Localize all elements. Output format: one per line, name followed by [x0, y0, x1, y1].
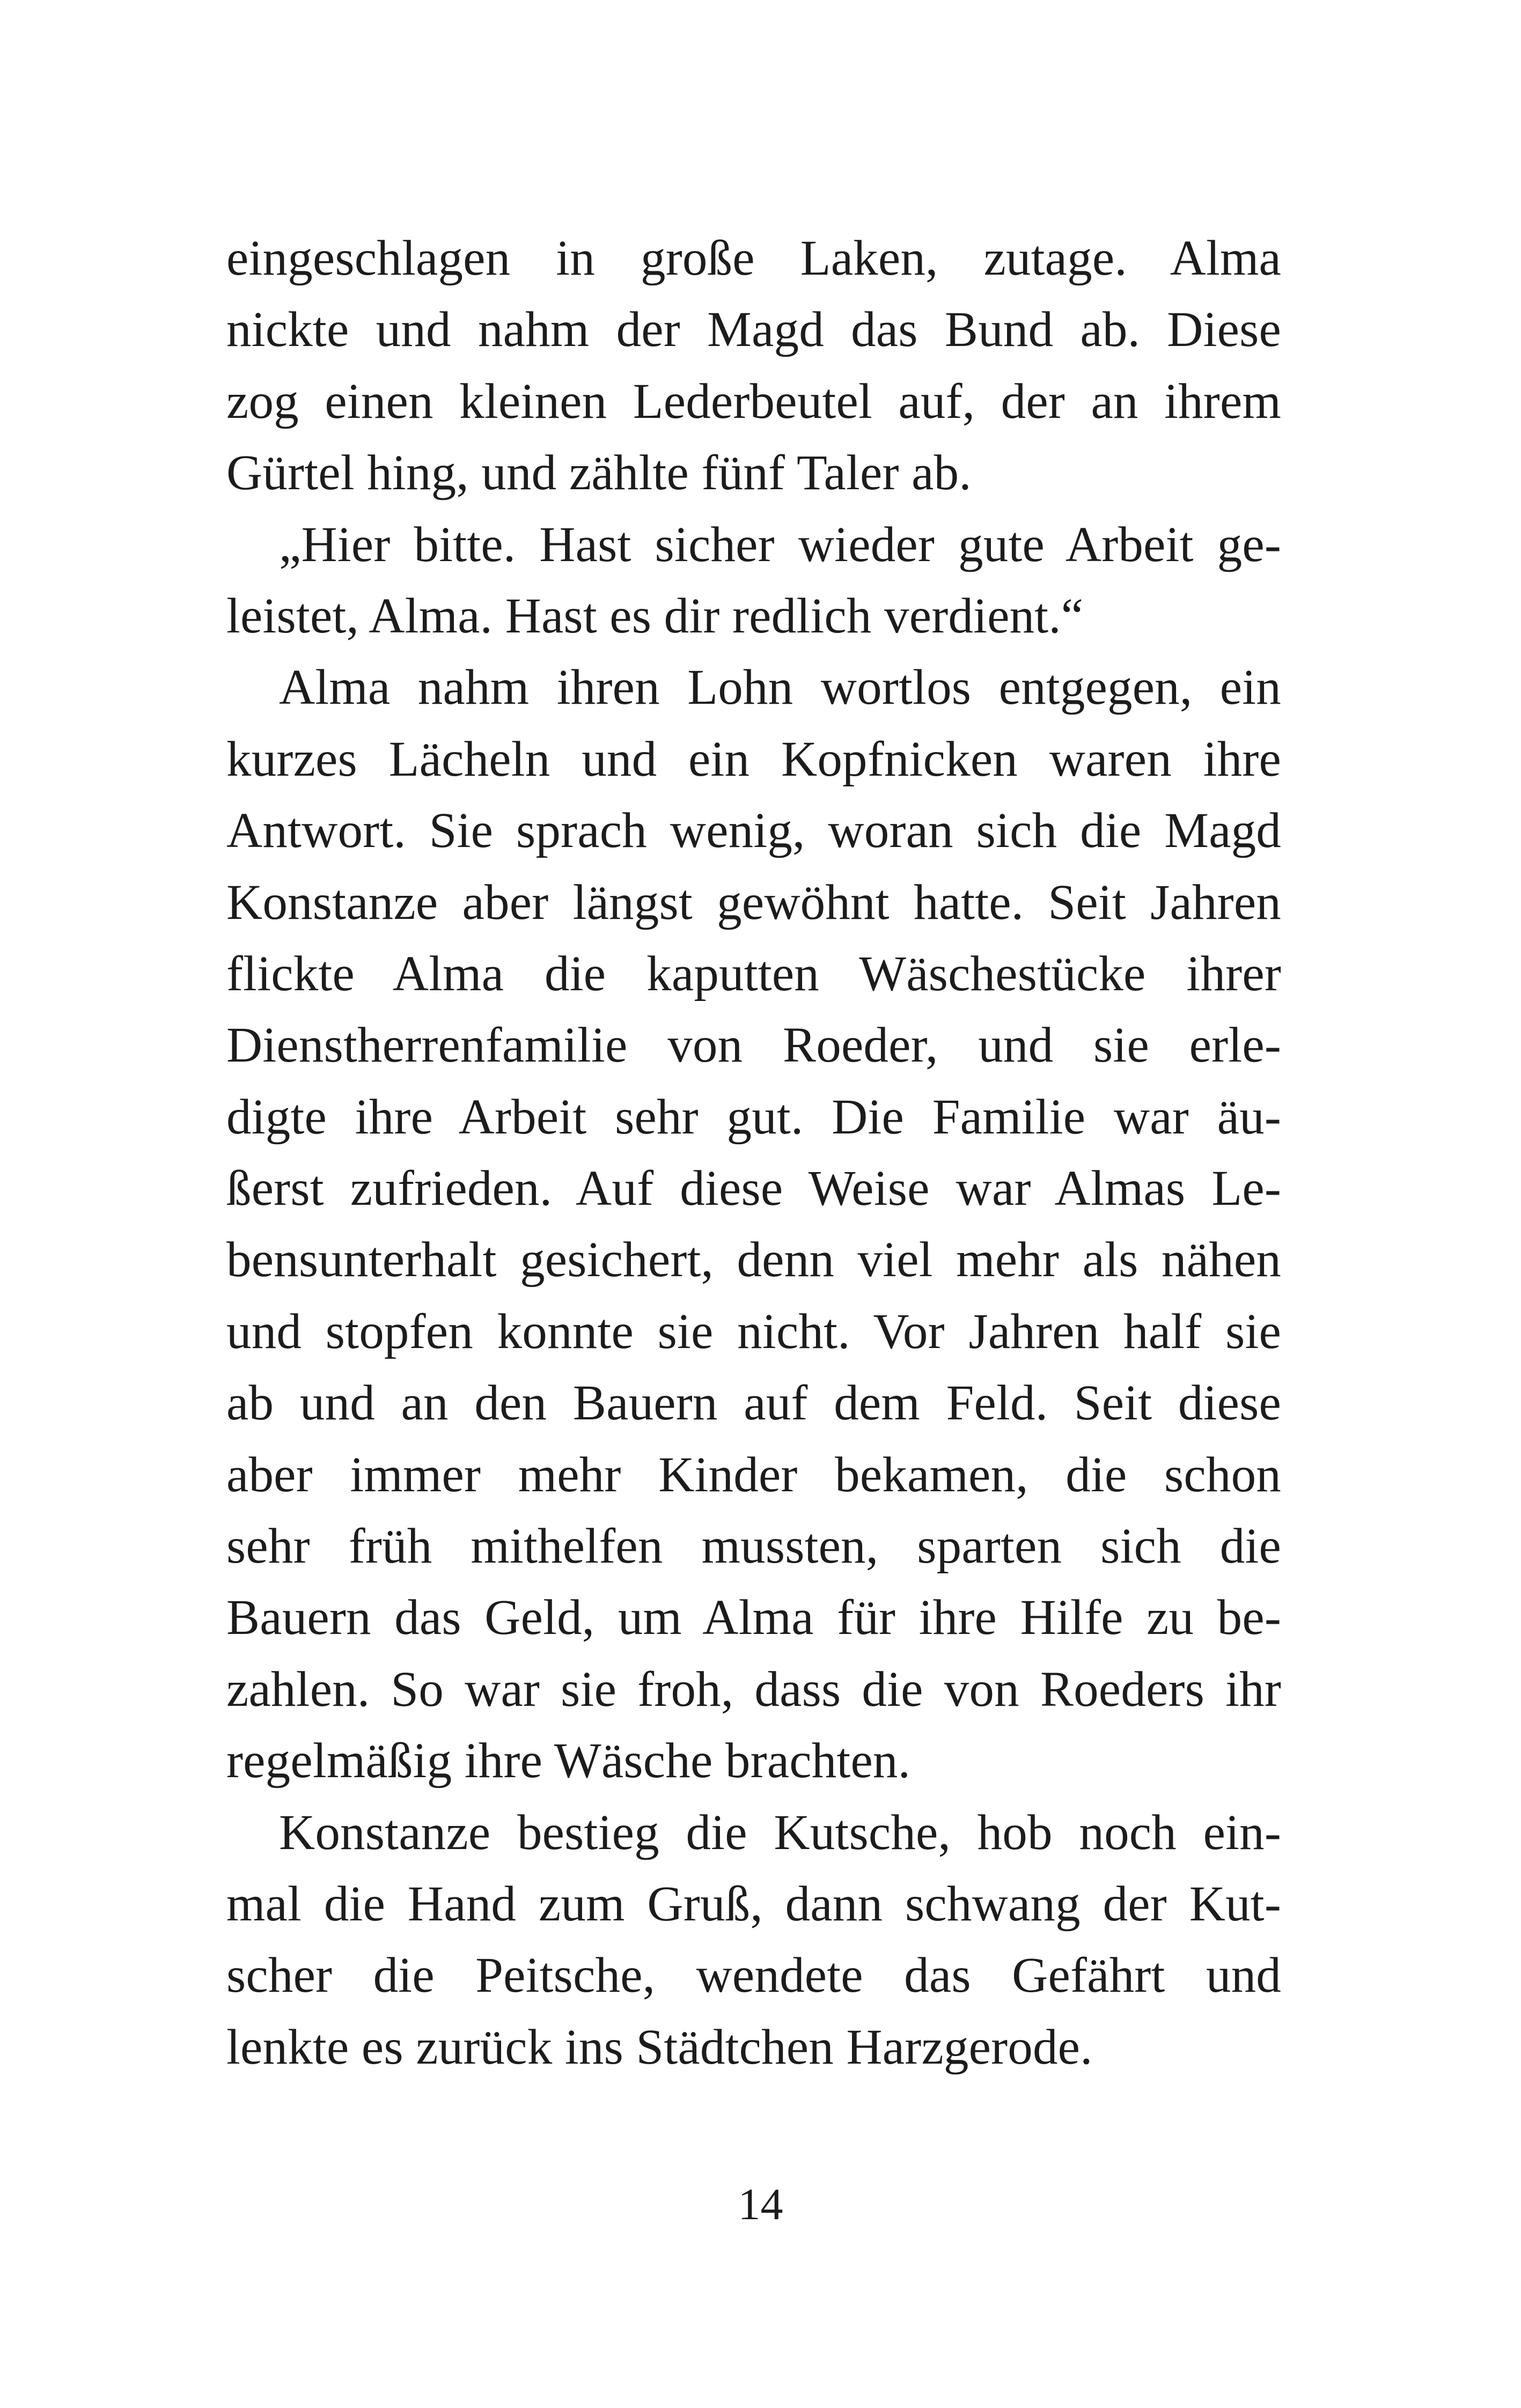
- text-line: Konstanze bestieg die Kutsche, hob noch ein-: [279, 1805, 1281, 1860]
- text-line: Alma nahm ihren Lohn wortlos entgegen, ein: [279, 660, 1281, 716]
- text-line: Gürtel hing, und zählte fünf Taler ab.: [226, 445, 972, 501]
- paragraph: [226, 652, 1281, 1796]
- text-line: leistet, Alma. Hast es dir redlich verdient.“: [226, 588, 1084, 644]
- text-line: Antwort. Sie sprach wenig, woran sich die Magd: [226, 803, 1281, 859]
- text-line: regelmäßig ihre Wäsche brachten.: [226, 1733, 911, 1789]
- paragraph: [226, 509, 1281, 652]
- text-line: nickte und nahm der Magd das Bund ab. Diese: [226, 302, 1281, 358]
- text-line: „Hier bitte. Hast sicher wieder gute Arbeit ge-: [279, 517, 1281, 572]
- text-line: mal die Hand zum Gruß, dann schwang der Kut-: [226, 1876, 1281, 1932]
- text-line: kurzes Lächeln und ein Kopfnicken waren ihre: [226, 731, 1281, 787]
- body-text: [226, 223, 1281, 2083]
- text-line: lenkte es zurück ins Städtchen Harzgerode.: [226, 2019, 1093, 2075]
- text-line: flickte Alma die kaputten Wäschestücke ihrer: [226, 946, 1281, 1002]
- text-line: bensunterhalt gesichert, denn viel mehr als nähen: [226, 1232, 1281, 1288]
- text-line: scher die Peitsche, wendete das Gefährt und: [226, 1948, 1281, 2004]
- page-number: 14: [738, 2179, 783, 2229]
- paragraph: [226, 1797, 1281, 2083]
- text-line: Dienstherrenfamilie von Roeder, und sie erle-: [226, 1018, 1281, 1073]
- text-line: eingeschlagen in große Laken, zutage. Alma: [226, 231, 1281, 286]
- text-line: sehr früh mithelfen mussten, sparten sich die: [226, 1519, 1281, 1574]
- text-line: zahlen. So war sie froh, dass die von Roeders ihr: [226, 1661, 1281, 1717]
- paragraph: [226, 223, 1281, 509]
- text-line: zog einen kleinen Lederbeutel auf, der an ihrem: [226, 373, 1281, 429]
- text-line: Bauern das Geld, um Alma für ihre Hilfe zu be-: [226, 1590, 1281, 1646]
- text-line: ßerst zufrieden. Auf diese Weise war Almas Le-: [226, 1161, 1281, 1217]
- text-line: ab und an den Bauern auf dem Feld. Seit diese: [226, 1375, 1281, 1431]
- text-line: digte ihre Arbeit sehr gut. Die Familie war äu-: [226, 1089, 1281, 1145]
- text-line: Konstanze aber längst gewöhnt hatte. Seit Jahren: [226, 874, 1281, 930]
- text-line: aber immer mehr Kinder bekamen, die schon: [226, 1447, 1281, 1503]
- text-line: und stopfen konnte sie nicht. Vor Jahren half sie: [226, 1304, 1281, 1359]
